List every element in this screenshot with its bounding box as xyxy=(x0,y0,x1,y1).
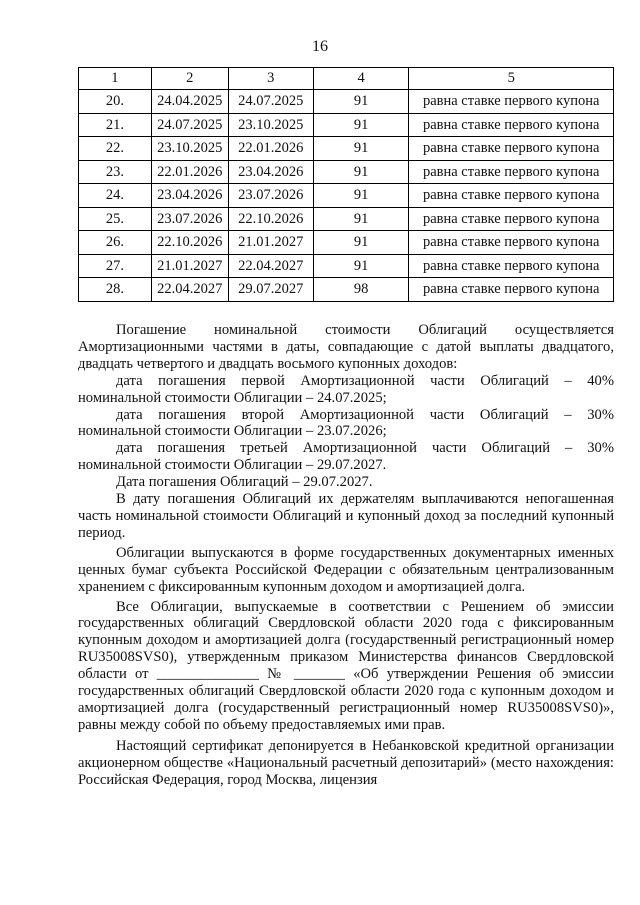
table-cell: 23.04.2026 xyxy=(228,160,313,184)
table-cell: 23.07.2026 xyxy=(151,207,228,231)
table-cell: 91 xyxy=(313,254,409,278)
column-header: 2 xyxy=(151,68,228,90)
paragraph-second-part: дата погашения второй Амортизационной части Облигаций – 30% номинальной стоимости Облигации – 23.07.2026; xyxy=(78,406,614,440)
table-row xyxy=(79,278,614,302)
paragraph-maturity-payment: В дату погашения Облигаций их держателям выплачиваются непогашенная часть номинальной стоимости Облигаций и купонный доход за последний купонный период. xyxy=(78,491,614,541)
document-body xyxy=(78,322,614,788)
paragraph-first-part: дата погашения первой Амортизационной части Облигаций – 40% номинальной стоимости Облигации – 24.07.2025; xyxy=(78,372,614,406)
column-header: 5 xyxy=(409,68,614,90)
table-cell: 91 xyxy=(313,90,409,114)
table-cell: 91 xyxy=(313,137,409,161)
table-cell: 22. xyxy=(79,137,152,161)
table-cell: 22.04.2027 xyxy=(228,254,313,278)
table-cell: 22.01.2026 xyxy=(151,160,228,184)
table-row xyxy=(79,160,614,184)
table-cell: 24.07.2025 xyxy=(151,113,228,137)
table-cell: 22.10.2026 xyxy=(151,231,228,255)
table-row xyxy=(79,231,614,255)
table-cell: 24. xyxy=(79,184,152,208)
table-cell: 23. xyxy=(79,160,152,184)
table-cell: 29.07.2027 xyxy=(228,278,313,302)
table-cell: 91 xyxy=(313,160,409,184)
table-cell: 24.04.2025 xyxy=(151,90,228,114)
table-cell: 25. xyxy=(79,207,152,231)
paragraph-bond-form: Облигации выпускаются в форме государственных документарных именных ценных бумаг субъекта Российской Федерации с обязательным централизованным хранением с фиксированным купонным доходом и амортизацией долга. xyxy=(78,544,614,595)
table-row xyxy=(79,90,614,114)
table-row xyxy=(79,137,614,161)
table-cell: 20. xyxy=(79,90,152,114)
table-cell: 23.07.2026 xyxy=(228,184,313,208)
table-cell: равна ставке первого купона xyxy=(409,184,614,208)
table-header-row xyxy=(79,68,614,90)
table-cell: 22.01.2026 xyxy=(228,137,313,161)
table-cell: 91 xyxy=(313,207,409,231)
paragraph-maturity-date: Дата погашения Облигаций – 29.07.2027. xyxy=(116,474,373,491)
table-cell: равна ставке первого купона xyxy=(409,113,614,137)
column-header: 1 xyxy=(79,68,152,90)
column-header: 4 xyxy=(313,68,409,90)
table-cell: 98 xyxy=(313,278,409,302)
table-cell: 21.01.2027 xyxy=(228,231,313,255)
table-cell: 23.04.2026 xyxy=(151,184,228,208)
table-cell: 26. xyxy=(79,231,152,255)
table-cell: 91 xyxy=(313,231,409,255)
paragraph-certificate-deposit: Настоящий сертификат депонируется в Небанковской кредитной организации акционерном обществе «Национальный расчетный депозитарий» (место нахождения: Российская Федерация, город Москва, лицензия xyxy=(78,737,614,788)
table-row xyxy=(79,207,614,231)
paragraph-third-part: дата погашения третьей Амортизационной части Облигаций – 30% номинальной стоимости Облигации – 29.07.2027. xyxy=(78,440,614,474)
table-cell: 21.01.2027 xyxy=(151,254,228,278)
column-header: 3 xyxy=(228,68,313,90)
table-cell: равна ставке первого купона xyxy=(409,160,614,184)
table-cell: равна ставке первого купона xyxy=(409,90,614,114)
table-cell: равна ставке первого купона xyxy=(409,137,614,161)
table-cell: равна ставке первого купона xyxy=(409,231,614,255)
table-cell: 91 xyxy=(313,113,409,137)
paragraph-amortization-intro: Погашение номинальной стоимости Облигаций осуществляется Амортизационными частями в даты, совпадающие с датой выплаты двадцатого, двадцать четвертого и двадцать восьмого купонных доходов: xyxy=(78,322,614,372)
table-cell: равна ставке первого купона xyxy=(409,207,614,231)
table-cell: 23.10.2025 xyxy=(151,137,228,161)
table-cell: 24.07.2025 xyxy=(228,90,313,114)
table-row xyxy=(79,113,614,137)
coupon-schedule-table xyxy=(78,67,614,302)
table-cell: равна ставке первого купона xyxy=(409,278,614,302)
table-cell: 22.10.2026 xyxy=(228,207,313,231)
table-cell: равна ставке первого купона xyxy=(409,254,614,278)
table-cell: 22.04.2027 xyxy=(151,278,228,302)
paragraph-equal-rights: Все Облигации, выпускаемые в соответствии с Решением об эмиссии государственных облигаций Свердловской области 2020 года с фиксированным купонным доходом и амортизацией долга (государственный регистрационный номер RU35008SVS0), утвержденным приказом Министерства финансов Свердловской области от ______________ № _______ «Об утверждении Решения об эмиссии государственных облигаций Свердловской области 2020 года с купонным доходом и амортизацией долга (государственный регистрационный номер RU35008SVS0)», равны между собой по объему предоставляемых ими прав. xyxy=(78,598,614,733)
table-row xyxy=(79,184,614,208)
table-cell: 28. xyxy=(79,278,152,302)
table-cell: 27. xyxy=(79,254,152,278)
table-row xyxy=(79,254,614,278)
table-cell: 91 xyxy=(313,184,409,208)
page-number: 16 xyxy=(312,38,328,55)
table-cell: 23.10.2025 xyxy=(228,113,313,137)
table-cell: 21. xyxy=(79,113,152,137)
